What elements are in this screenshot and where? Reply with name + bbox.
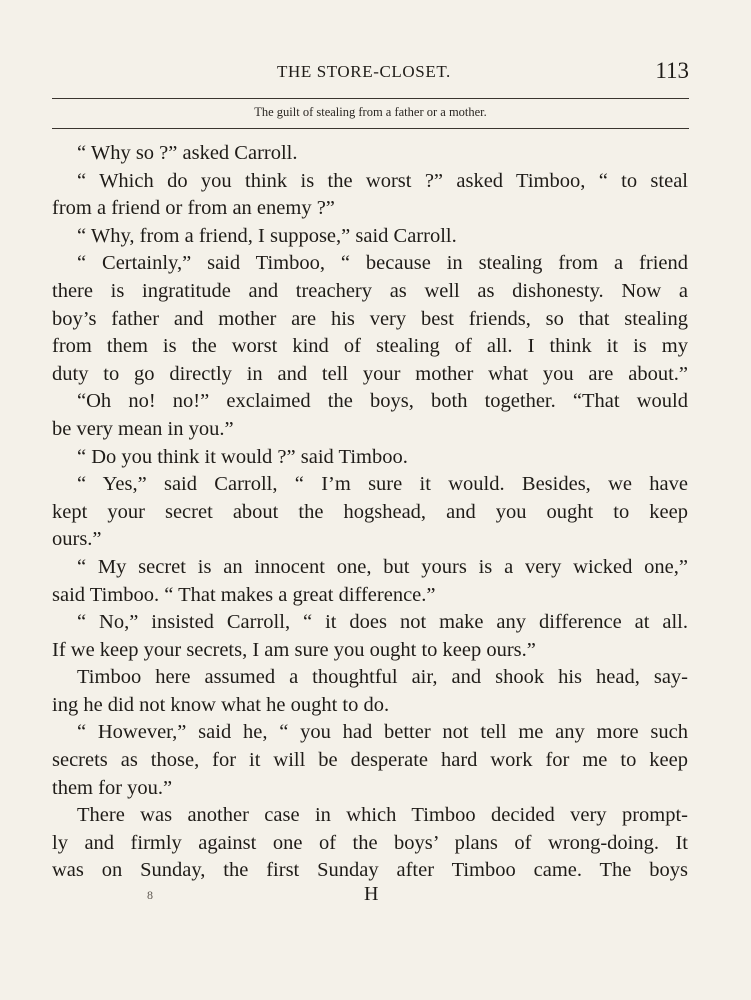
page-subheading: The guilt of stealing from a father or a mother. (254, 105, 487, 119)
text-line: from them is the worst kind of stealing of all. I think it is my (52, 335, 688, 358)
text-line: them for you.” (52, 776, 173, 799)
text-line: “ Yes,” said Carroll, “ I’m sure it would. Besides, we have (77, 473, 688, 496)
text-line: ours.” (52, 528, 102, 551)
text-line: secrets as those, for it will be desperate hard work for me to keep (52, 749, 688, 772)
text-line: “ However,” said he, “ you had better not tell me any more such (77, 721, 688, 744)
running-title: THE STORE-CLOSET. (277, 62, 451, 81)
text-line: “ Do you think it would ?” said Timboo. (77, 445, 408, 468)
text-line: There was another case in which Timboo decided very prompt- (77, 804, 688, 827)
text-line: kept your secret about the hogshead, and you ought to keep (52, 500, 688, 523)
text-line: “ My secret is an innocent one, but yours is a very wicked one,” (77, 555, 688, 578)
body-text (52, 140, 688, 885)
text-line: “ No,” insisted Carroll, “ it does not make any difference at all. (77, 611, 688, 634)
text-line: said Timboo. “ That makes a great difference.” (52, 583, 436, 606)
text-line: ly and firmly against one of the boys’ plans of wrong-doing. It (52, 831, 688, 854)
page-number: 113 (655, 58, 689, 83)
signature-number: 8 (147, 888, 153, 902)
text-line: “ Why, from a friend, I suppose,” said Carroll. (77, 224, 457, 247)
text-line: “ Why so ?” asked Carroll. (77, 142, 298, 164)
text-line: ing he did not know what he ought to do. (52, 693, 390, 716)
text-line: Timboo here assumed a thoughtful air, and shook his head, say- (77, 666, 688, 689)
signature-letter: H (364, 883, 379, 905)
text-line: be very mean in you.” (52, 417, 234, 440)
text-line: duty to go directly in and tell your mother what you are about.” (52, 362, 688, 385)
text-line: boy’s father and mother are his very best friends, so that stealing (52, 307, 688, 330)
text-line: from a friend or from an enemy ?” (52, 197, 335, 220)
text-line: was on Sunday, the first Sunday after Timboo came. The boys (52, 859, 688, 882)
header-rule-top (52, 98, 689, 99)
header-rule-bottom (52, 128, 689, 129)
page-footer (52, 880, 689, 910)
text-line: there is ingratitude and treachery as well as dishonesty. Now a (52, 279, 688, 302)
page-header (52, 58, 689, 84)
text-line: “Oh no! no!” exclaimed the boys, both together. “That would (77, 390, 688, 413)
text-line: If we keep your secrets, I am sure you ought to keep ours.” (52, 638, 536, 661)
text-line: “ Which do you think is the worst ?” asked Timboo, “ to steal (77, 169, 688, 192)
text-line: “ Certainly,” said Timboo, “ because in stealing from a friend (77, 252, 688, 275)
